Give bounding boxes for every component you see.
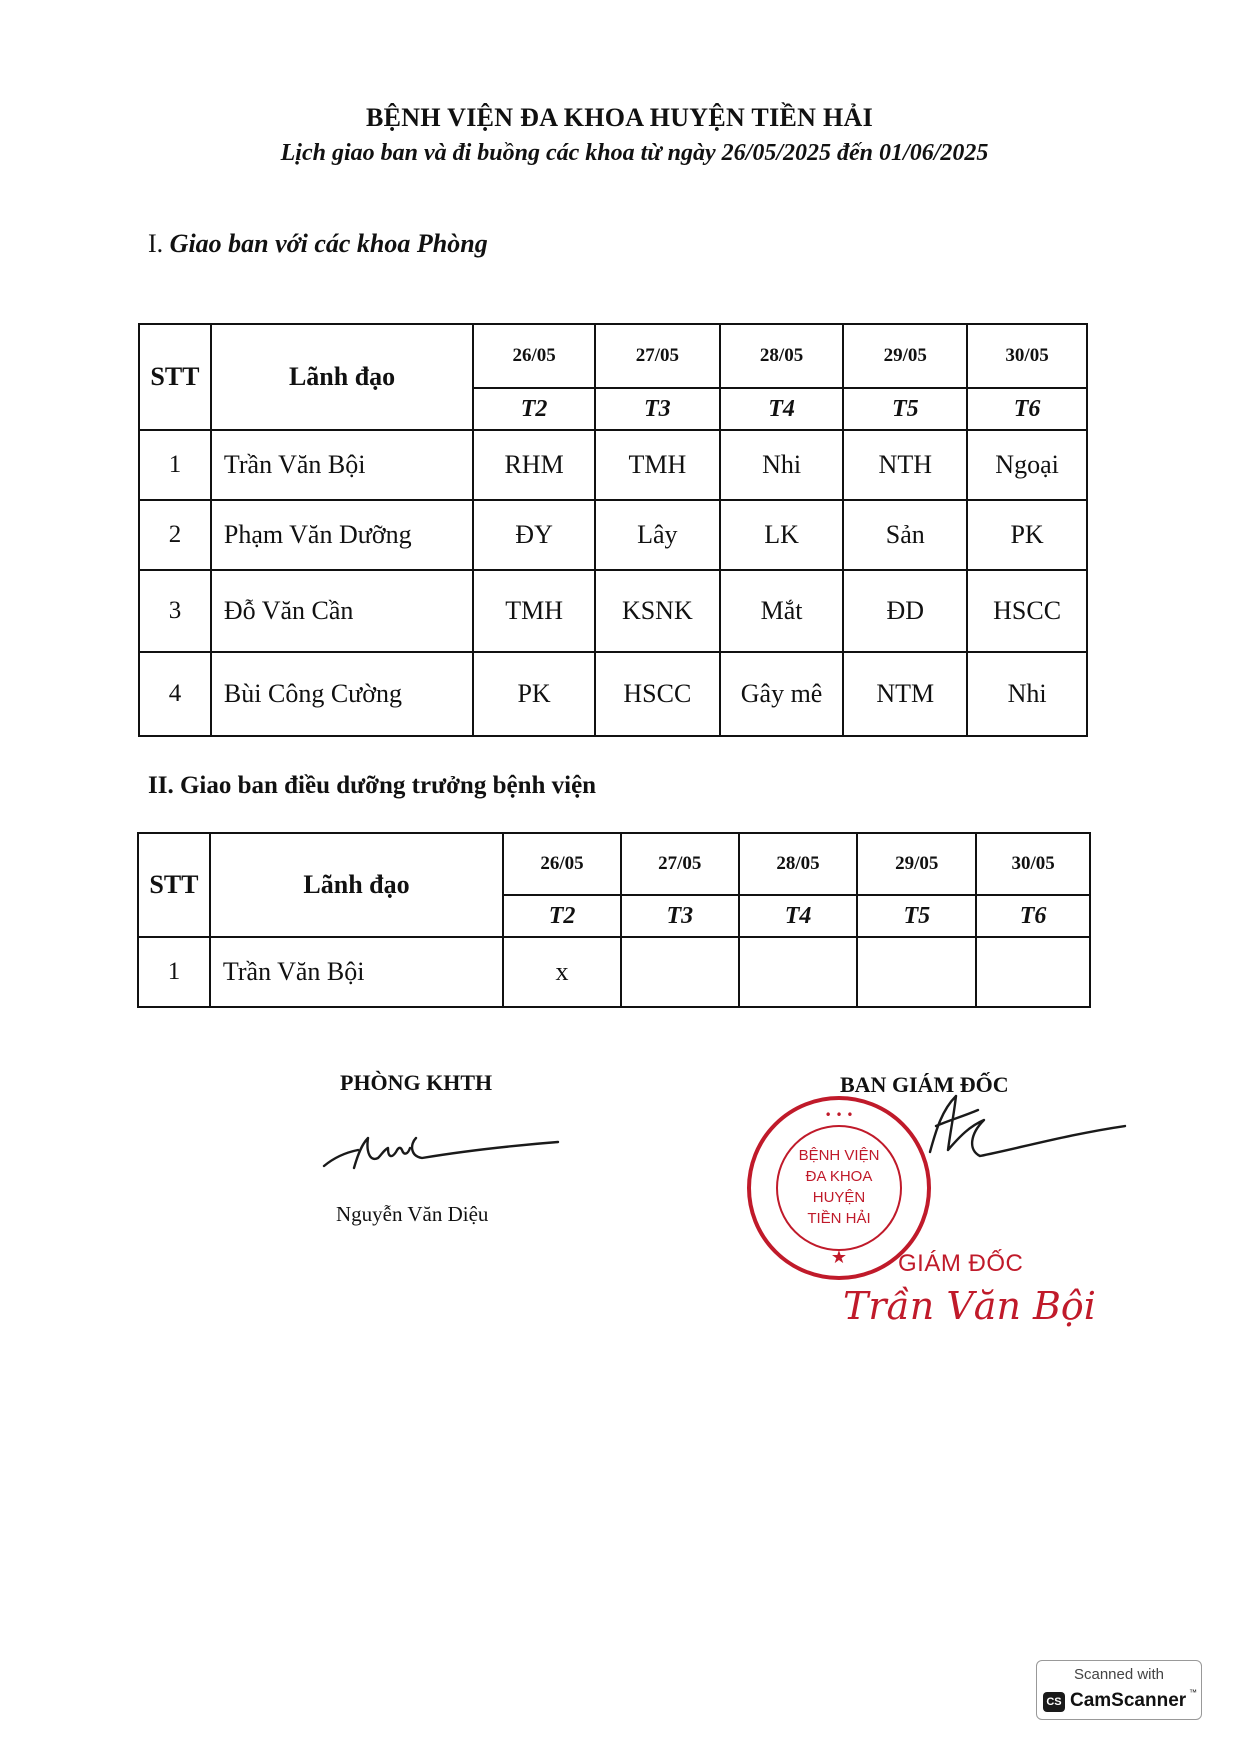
col-day: T3: [621, 895, 739, 937]
seal-text-line: BỆNH VIỆN: [798, 1147, 880, 1164]
stamp-signer-name: Trần Văn Bội: [843, 1284, 1096, 1328]
col-date: 29/05: [857, 833, 976, 895]
row-cell: HSCC: [967, 570, 1087, 652]
row-cell: Gây mê: [720, 652, 844, 736]
row-cell: Sản: [843, 500, 967, 570]
col-date: 30/05: [967, 324, 1087, 388]
col-date: 28/05: [739, 833, 858, 895]
row-cell: PK: [967, 500, 1087, 570]
trademark-icon: ™: [1189, 1688, 1197, 1697]
row-cell: PK: [473, 652, 595, 736]
col-day: T3: [595, 388, 720, 430]
col-stt: STT: [138, 833, 210, 937]
section2-table: [137, 832, 1091, 1008]
left-signature-title: PHÒNG KHTH: [340, 1070, 493, 1095]
right-signature: [900, 1090, 1130, 1170]
row-stt: 1: [139, 430, 211, 500]
row-leader-name: Trần Văn Bội: [211, 430, 473, 500]
row-cell: Ngoại: [967, 430, 1087, 500]
col-leader: Lãnh đạo: [210, 833, 503, 937]
row-cell: Nhi: [720, 430, 844, 500]
row-cell: Mắt: [720, 570, 844, 652]
row-cell: HSCC: [595, 652, 720, 736]
seal-text-line: HUYỆN: [812, 1189, 866, 1206]
table-row: [139, 430, 1087, 500]
row-cell: x: [503, 937, 621, 1007]
row-cell: TMH: [595, 430, 720, 500]
col-date: 26/05: [473, 324, 595, 388]
row-cell: [621, 937, 739, 1007]
left-signer-name: Nguyễn Văn Diệu: [336, 1202, 489, 1226]
col-day: T4: [720, 388, 844, 430]
section1-table: [138, 323, 1088, 737]
col-date: 26/05: [503, 833, 621, 895]
row-cell: ĐD: [843, 570, 967, 652]
row-cell: NTH: [843, 430, 967, 500]
row-leader-name: Trần Văn Bội: [210, 937, 503, 1007]
row-stt: 4: [139, 652, 211, 736]
row-cell: TMH: [473, 570, 595, 652]
camscanner-name: CamScanner: [1070, 1690, 1187, 1711]
camscanner-badge: [1036, 1660, 1202, 1720]
table-row: [139, 500, 1087, 570]
left-signature: [318, 1122, 568, 1190]
row-cell: RHM: [473, 430, 595, 500]
table-row: [138, 937, 1090, 1007]
col-day: T6: [976, 895, 1090, 937]
col-day: T4: [739, 895, 858, 937]
section1-heading: [148, 229, 488, 259]
col-day: T5: [843, 388, 967, 430]
section1-prefix: I.: [148, 229, 164, 258]
row-leader-name: Phạm Văn Dưỡng: [211, 500, 473, 570]
row-cell: LK: [720, 500, 844, 570]
row-leader-name: Bùi Công Cường: [211, 652, 473, 736]
section1-title: Giao ban với các khoa Phòng: [169, 229, 488, 258]
table-row: [139, 652, 1087, 736]
col-day: T5: [857, 895, 976, 937]
row-cell: [976, 937, 1090, 1007]
table-row: [139, 570, 1087, 652]
camscanner-logo-icon: CS: [1043, 1692, 1065, 1712]
col-date: 27/05: [621, 833, 739, 895]
row-cell: KSNK: [595, 570, 720, 652]
seal-text-line: TIỀN HẢI: [807, 1210, 871, 1227]
col-day: T2: [503, 895, 621, 937]
row-cell: Lây: [595, 500, 720, 570]
seal-text-line: ĐA KHOA: [805, 1168, 873, 1185]
row-cell: Nhi: [967, 652, 1087, 736]
document-title: BỆNH VIỆN ĐA KHOA HUYỆN TIỀN HẢI: [365, 103, 874, 132]
col-date: 27/05: [595, 324, 720, 388]
row-stt: 3: [139, 570, 211, 652]
right-signature-title: BAN GIÁM ĐỐC: [840, 1072, 1009, 1097]
col-day: T2: [473, 388, 595, 430]
col-date: 29/05: [843, 324, 967, 388]
row-stt: 2: [139, 500, 211, 570]
row-cell: NTM: [843, 652, 967, 736]
col-date: 30/05: [976, 833, 1090, 895]
col-day: T6: [967, 388, 1087, 430]
row-stt: 1: [138, 937, 210, 1007]
row-leader-name: Đỗ Văn Cần: [211, 570, 473, 652]
svg-text:★: ★: [830, 1247, 848, 1268]
document-subtitle: Lịch giao ban và đi buồng các khoa từ ngày 26/05/2025 đến 01/06/2025: [280, 140, 989, 166]
section2-heading: II. Giao ban điều dưỡng trưởng bệnh viện: [148, 772, 597, 799]
row-cell: ĐY: [473, 500, 595, 570]
col-leader: Lãnh đạo: [211, 324, 473, 430]
scanned-with-label: Scanned with: [1073, 1666, 1165, 1683]
col-stt: STT: [139, 324, 211, 430]
col-date: 28/05: [720, 324, 844, 388]
row-cell: [857, 937, 976, 1007]
stamp-title: GIÁM ĐỐC: [898, 1250, 1024, 1277]
row-cell: [739, 937, 858, 1007]
svg-text:• • •: • • •: [824, 1108, 854, 1122]
